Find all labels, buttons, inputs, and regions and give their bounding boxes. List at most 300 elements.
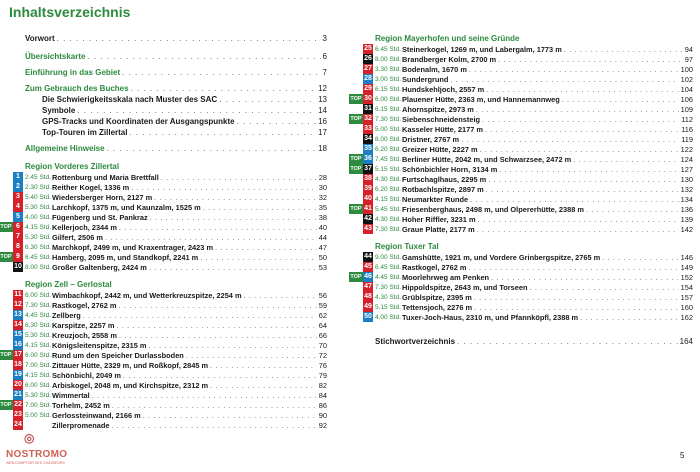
tour-name: Furtschaglhaus, 2295 m xyxy=(402,174,487,184)
tour-entry[interactable] xyxy=(14,370,327,380)
tour-entry[interactable] xyxy=(14,360,327,370)
tour-duration: 8.00 Std. xyxy=(25,263,52,271)
dot-leader xyxy=(480,145,679,154)
dot-leader xyxy=(499,165,678,174)
tour-entry[interactable] xyxy=(364,54,693,64)
toc-entry-label: Die Schwierigkeitsskala nach Muster des SAC xyxy=(42,95,218,104)
tour-page: 124 xyxy=(680,154,693,164)
dot-leader xyxy=(482,115,679,124)
tour-name: Brandberger Kolm, 2700 m xyxy=(402,54,497,64)
toc-right-column xyxy=(350,33,693,347)
tour-number: 47 xyxy=(364,283,372,290)
tour-page: 35 xyxy=(318,202,327,212)
page-number: 5 xyxy=(680,451,685,460)
tour-duration: 6.20 Std. xyxy=(375,145,402,153)
dot-leader xyxy=(485,125,679,134)
tour-page: 66 xyxy=(318,330,327,340)
tour-page: 64 xyxy=(318,320,327,330)
dot-leader xyxy=(83,311,317,320)
tour-name: Grüblspitze, 2395 m xyxy=(402,292,472,302)
tour-entry[interactable] xyxy=(14,310,327,320)
tour-entry[interactable] xyxy=(364,184,693,194)
tour-name: Plauener Hütte, 2363 m, und Hannemannweg xyxy=(402,94,560,104)
tour-number: 7 xyxy=(13,232,23,242)
toc-entry[interactable] xyxy=(25,94,327,105)
tour-number: 31 xyxy=(364,105,372,112)
tour-duration: 7.30 Std. xyxy=(375,225,402,233)
toc-entry-label: Symbole xyxy=(42,106,76,115)
dot-leader xyxy=(562,95,679,104)
tour-duration: 8.00 Std. xyxy=(375,55,402,63)
dot-leader xyxy=(580,313,679,322)
tour-duration: 5.15 Std. xyxy=(375,303,402,311)
tour-duration: 5.00 Std. xyxy=(375,125,402,133)
tour-page: 59 xyxy=(318,300,327,310)
tour-entry[interactable] xyxy=(14,262,327,272)
tour-page: 44 xyxy=(318,232,327,242)
tour-name: Moorlehrweg am Penken xyxy=(402,272,490,282)
dot-leader xyxy=(122,67,320,78)
tour-name: Hoher Riffler, 3231 m xyxy=(402,214,476,224)
tour-entry[interactable] xyxy=(364,174,693,184)
tour-number: 50 xyxy=(364,313,372,320)
tour-page: 152 xyxy=(680,272,693,282)
dot-leader xyxy=(119,223,317,232)
tour-name: Reither Kogel, 1336 m xyxy=(52,182,130,192)
dot-leader xyxy=(87,51,320,62)
tour-entry[interactable] xyxy=(364,214,693,224)
tour-number: 30 xyxy=(364,95,372,102)
tour-page: 136 xyxy=(680,204,693,214)
dot-leader xyxy=(129,127,316,138)
dot-leader xyxy=(143,411,317,420)
watermark-tagline: WEB-COMPTOIR DES CHASSEURS xyxy=(6,461,65,465)
tour-entry[interactable] xyxy=(364,144,693,154)
tour-entry[interactable] xyxy=(350,204,693,214)
tour-number: 10 xyxy=(14,263,22,270)
dot-leader xyxy=(148,341,316,350)
tour-name: Graue Platte, 2177 m xyxy=(402,224,475,234)
toc-entry-page: 13 xyxy=(318,95,327,104)
toc-entry[interactable] xyxy=(25,33,327,44)
tour-number: 43 xyxy=(364,225,372,232)
tour-entry[interactable] xyxy=(16,172,327,182)
tour-duration: 6.00 Std. xyxy=(25,351,52,359)
tour-entry[interactable] xyxy=(14,290,327,300)
tour-name: Hamberg, 2095 m, und Standkopf, 2241 m xyxy=(52,252,199,262)
toc-entry-label: Übersichtskarte xyxy=(25,52,86,61)
dot-leader xyxy=(119,331,317,340)
tour-number: 42 xyxy=(364,215,372,222)
tour-page: 82 xyxy=(318,380,327,390)
tour-entry[interactable] xyxy=(16,182,327,192)
tour-number: 32 xyxy=(364,115,372,122)
toc-entry-page: 7 xyxy=(322,68,327,77)
top-tour-badge: TOP xyxy=(0,402,12,408)
toc-entry[interactable] xyxy=(25,127,327,138)
dot-leader xyxy=(237,116,316,127)
dot-leader xyxy=(457,336,678,347)
tour-page: 38 xyxy=(318,212,327,222)
tour-entry[interactable] xyxy=(364,74,693,84)
top-tour-badge: TOP xyxy=(350,206,362,212)
tour-page: 30 xyxy=(318,182,327,192)
top-tour-badge: TOP xyxy=(0,352,12,358)
tour-number: 5 xyxy=(13,212,23,222)
tour-page: 106 xyxy=(680,94,693,104)
tour-page: 149 xyxy=(680,262,693,272)
tour-page: 132 xyxy=(680,184,693,194)
tour-duration: 6.30 Std. xyxy=(25,243,52,251)
top-tour-badge: TOP xyxy=(0,224,12,230)
tour-page: 109 xyxy=(680,104,693,114)
tour-entry[interactable] xyxy=(364,44,693,54)
tour-name: Kellerjoch, 2344 m xyxy=(52,222,117,232)
toc-entry[interactable] xyxy=(25,116,327,127)
spacer xyxy=(25,272,327,279)
region-heading: Region Mayerhofen und seine Gründe xyxy=(375,34,520,43)
tour-entry[interactable] xyxy=(16,232,327,242)
tour-duration: 2.30 Std. xyxy=(25,183,52,191)
tour-duration: 9.00 Std. xyxy=(375,253,402,261)
tour-duration: 7.30 Std. xyxy=(25,301,52,309)
tour-name: Siebenschneidensteig xyxy=(402,114,481,124)
tour-page: 92 xyxy=(318,420,327,430)
dot-leader xyxy=(477,225,679,234)
tour-number: 23 xyxy=(14,411,22,418)
dot-leader xyxy=(186,351,317,360)
spacer xyxy=(375,329,693,336)
tour-name: Arbiskogel, 2048 m, und Kirchspitze, 2312 m xyxy=(52,380,209,390)
tour-duration: 4.30 Std. xyxy=(375,215,402,223)
dot-leader xyxy=(200,253,317,262)
tour-entry[interactable] xyxy=(364,124,693,134)
tour-name: Tuxer-Joch-Haus, 2310 m, und Pfannköpfl, 2388 m xyxy=(402,312,579,322)
tour-name: Dristner, 2767 m xyxy=(402,134,460,144)
tour-entry[interactable] xyxy=(364,84,693,94)
tour-name: Rastkogel, 2762 m xyxy=(52,300,117,310)
toc-entry[interactable] xyxy=(25,51,327,62)
tour-page: 97 xyxy=(684,54,693,64)
tour-page: 146 xyxy=(680,252,693,262)
toc-entry-page: 14 xyxy=(318,106,327,115)
tour-duration: 5.30 Std. xyxy=(25,391,52,399)
dot-leader xyxy=(77,105,316,116)
tour-duration: 7.00 Std. xyxy=(25,361,52,369)
tour-name: Sundergrund xyxy=(402,74,449,84)
tour-page: 122 xyxy=(680,144,693,154)
tour-duration: 6.00 Std. xyxy=(375,95,402,103)
page-title: Inhaltsverzeichnis xyxy=(9,4,131,20)
tour-entry[interactable] xyxy=(14,330,327,340)
tour-page: 28 xyxy=(318,172,327,182)
tour-number: 34 xyxy=(364,135,372,142)
tour-entry[interactable] xyxy=(364,252,693,262)
dot-leader xyxy=(57,33,321,44)
region-heading: Region Vorderes Zillertal xyxy=(25,162,120,171)
tour-duration: 6.45 Std. xyxy=(375,45,402,53)
tour-name: Zillerpromenade xyxy=(52,420,110,430)
tour-number: 41 xyxy=(364,205,372,212)
dot-leader xyxy=(478,215,679,224)
dot-leader xyxy=(131,183,317,192)
toc-entry-page: 12 xyxy=(318,84,327,93)
tour-entry[interactable] xyxy=(364,262,693,272)
toc-entry-label: Stichwortverzeichnis xyxy=(375,337,456,346)
toc-entry-page: 18 xyxy=(318,144,327,153)
region-heading: Region Tuxer Tal xyxy=(375,242,439,251)
toc-entry-page: 164 xyxy=(679,337,693,346)
tour-duration: 7.30 Std. xyxy=(375,115,402,123)
dot-leader xyxy=(469,65,679,74)
tour-number: 8 xyxy=(13,242,23,252)
tour-name: Greizer Hütte, 2227 m xyxy=(402,144,478,154)
spacer xyxy=(375,234,693,241)
tour-name: Königsleitenspitze, 2315 m xyxy=(52,340,147,350)
tour-number: 27 xyxy=(364,65,372,72)
tour-number: 16 xyxy=(14,341,22,348)
tour-page: 102 xyxy=(680,74,693,84)
dot-leader xyxy=(203,203,317,212)
tour-number: 39 xyxy=(364,185,372,192)
tour-number: 13 xyxy=(14,311,22,318)
tour-duration: 3.00 Std. xyxy=(375,75,402,83)
tour-page: 70 xyxy=(318,340,327,350)
tour-number: 15 xyxy=(14,331,22,338)
dot-leader xyxy=(244,291,317,300)
dot-leader xyxy=(92,391,317,400)
dot-leader xyxy=(573,155,678,164)
tour-name: Wiedersberger Horn, 2127 m xyxy=(52,192,153,202)
toc-left-column xyxy=(0,33,327,430)
tour-duration: 5.30 Std. xyxy=(25,331,52,339)
tour-entry[interactable] xyxy=(0,252,327,262)
spacer xyxy=(25,44,327,51)
tour-number: 12 xyxy=(14,301,22,308)
toc-entry[interactable] xyxy=(25,83,327,94)
dot-leader xyxy=(119,301,317,310)
tour-page: 40 xyxy=(318,222,327,232)
tour-page: 119 xyxy=(681,134,693,144)
dot-leader xyxy=(602,253,678,262)
tour-number: 9 xyxy=(13,252,23,262)
tour-page: 154 xyxy=(680,282,693,292)
tour-entry[interactable] xyxy=(14,300,327,310)
tour-number: 20 xyxy=(14,381,22,388)
tour-duration: 5.40 Std. xyxy=(25,193,52,201)
tour-name: Schönbichl, 2049 m xyxy=(52,370,122,380)
tour-number: 29 xyxy=(364,85,372,92)
tour-number: 26 xyxy=(364,55,372,62)
dot-leader xyxy=(154,193,317,202)
tour-page: 134 xyxy=(680,194,693,204)
top-tour-badge: TOP xyxy=(350,116,362,122)
tour-entry[interactable] xyxy=(364,302,693,312)
tour-duration: 6.20 Std. xyxy=(375,185,402,193)
dot-leader xyxy=(476,105,679,114)
tour-number: 35 xyxy=(364,145,372,152)
tour-duration: 4.15 Std. xyxy=(25,371,52,379)
tour-entry[interactable] xyxy=(364,312,693,322)
tour-duration: 6.30 Std. xyxy=(25,321,52,329)
tour-entry[interactable] xyxy=(350,154,693,164)
toc-entry[interactable] xyxy=(375,336,693,347)
toc-entry-page: 3 xyxy=(322,34,327,43)
tour-page: 47 xyxy=(318,242,327,252)
dot-leader xyxy=(210,361,317,370)
top-tour-badge: TOP xyxy=(0,254,12,260)
tour-duration: 4.15 Std. xyxy=(25,223,52,231)
tour-number: 21 xyxy=(14,391,22,398)
tour-name: Wimbachkopf, 2442 m, und Wetterkreuzspitze, 2254 m xyxy=(52,290,242,300)
tour-number: 28 xyxy=(364,75,372,82)
tour-entry[interactable] xyxy=(364,64,693,74)
tour-name: Zellberg xyxy=(52,310,81,320)
tour-entry[interactable] xyxy=(0,400,327,410)
tour-page: 62 xyxy=(318,310,327,320)
tour-name: Gilfert, 2506 m xyxy=(52,232,103,242)
tour-page: 116 xyxy=(681,124,693,134)
tour-name: Bodenalm, 1670 m xyxy=(402,64,467,74)
toc-entry-page: 16 xyxy=(318,117,327,126)
top-tour-badge: TOP xyxy=(350,166,362,172)
tour-name: Rastkogel, 2762 m xyxy=(402,262,467,272)
tour-name: Fügenberg und St. Pankraz xyxy=(52,212,148,222)
tour-duration: 4.30 Std. xyxy=(375,175,402,183)
tour-name: Hippoldspitze, 2643 m, und Torseen xyxy=(402,282,528,292)
tour-entry[interactable] xyxy=(16,212,327,222)
tour-number: 19 xyxy=(14,371,22,378)
watermark-emblem-icon: ◎ xyxy=(24,431,35,445)
tour-page: 130 xyxy=(680,174,693,184)
dot-leader xyxy=(450,75,678,84)
tour-number: 45 xyxy=(364,263,372,270)
tour-entry[interactable] xyxy=(14,410,327,420)
tour-name: Gamshütte, 1921 m, und Vordere Grinbergspitze, 2765 m xyxy=(402,252,601,262)
tour-entry[interactable] xyxy=(0,222,327,232)
dot-leader xyxy=(116,321,316,330)
dot-leader xyxy=(474,293,679,302)
dot-leader xyxy=(488,175,678,184)
tour-number: 33 xyxy=(364,125,372,132)
tour-number: 6 xyxy=(13,222,23,232)
tour-page: 139 xyxy=(680,214,693,224)
tour-name: Kasseler Hütte, 2177 m xyxy=(402,124,483,134)
tour-entry[interactable] xyxy=(350,164,693,174)
toc-entry[interactable] xyxy=(25,105,327,116)
tour-duration: 4.00 Std. xyxy=(25,213,52,221)
tour-entry[interactable] xyxy=(364,104,693,114)
tour-number: 4 xyxy=(13,202,23,212)
watermark-logo xyxy=(6,431,68,469)
tour-entry[interactable] xyxy=(364,134,693,144)
dot-leader xyxy=(219,94,316,105)
dot-leader xyxy=(486,185,679,194)
tour-entry[interactable] xyxy=(350,94,693,104)
dot-leader xyxy=(161,173,317,182)
toc-entry-label: Allgemeine Hinweise xyxy=(25,144,105,153)
tour-duration: 7.00 Std. xyxy=(25,401,52,409)
tour-entry[interactable] xyxy=(14,320,327,330)
tour-page: 162 xyxy=(680,312,693,322)
tour-number: 38 xyxy=(364,175,372,182)
tour-entry[interactable] xyxy=(16,202,327,212)
tour-duration: 6.15 Std. xyxy=(375,105,402,113)
tour-name: Neumarkter Runde xyxy=(402,194,469,204)
dot-leader xyxy=(470,195,679,204)
tour-name: Ahornspitze, 2973 m xyxy=(402,104,474,114)
tour-name: Friesenberghaus, 2498 m, und Olpererhütte, 2388 m xyxy=(402,204,584,214)
tour-number: 1 xyxy=(13,172,23,182)
dot-leader xyxy=(112,421,317,430)
tour-name: Rotbachlspitze, 2897 m xyxy=(402,184,484,194)
toc-entry-label: Einführung in das Gebiet xyxy=(25,68,121,77)
dot-leader xyxy=(112,401,317,410)
tour-page: 72 xyxy=(318,350,327,360)
tour-duration: 4.15 Std. xyxy=(375,195,402,203)
tour-entry[interactable] xyxy=(14,340,327,350)
tour-duration: 5.30 Std. xyxy=(25,233,52,241)
tour-duration: 6.15 Std. xyxy=(375,85,402,93)
dot-leader xyxy=(131,83,317,94)
dot-leader xyxy=(564,45,683,54)
tour-name: Larchkopf, 1375 m, und Kaunzalm, 1525 m xyxy=(52,202,201,212)
tour-entry[interactable] xyxy=(16,192,327,202)
top-tour-badge: TOP xyxy=(350,274,362,280)
tour-page: 127 xyxy=(680,164,693,174)
toc-entry[interactable] xyxy=(25,67,327,78)
tour-page: 112 xyxy=(681,114,693,124)
watermark-brand: NOSTROMO xyxy=(6,449,68,460)
tour-number: 40 xyxy=(364,195,372,202)
toc-entry[interactable] xyxy=(25,143,327,154)
tour-name: Rund um den Speicher Durlassboden xyxy=(52,350,184,360)
tour-entry[interactable] xyxy=(364,282,693,292)
tour-duration: 3.30 Std. xyxy=(375,65,402,73)
tour-duration: 8.00 Std. xyxy=(375,135,402,143)
tour-name: Großer Galtenberg, 2424 m xyxy=(52,262,147,272)
tour-entry[interactable] xyxy=(364,194,693,204)
tour-entry[interactable] xyxy=(14,420,327,430)
dot-leader xyxy=(150,213,317,222)
dot-leader xyxy=(107,143,317,154)
tour-page: 53 xyxy=(318,262,327,272)
tour-name: Gerlossteinwand, 2166 m xyxy=(52,410,141,420)
toc-entry-label: Zum Gebrauch des Buches xyxy=(25,84,129,93)
tour-number: 18 xyxy=(14,361,22,368)
tour-duration: 4.00 Std. xyxy=(375,313,402,321)
spacer xyxy=(375,322,693,329)
tour-page: 160 xyxy=(680,302,693,312)
top-tour-badge: TOP xyxy=(350,96,362,102)
tour-entry[interactable] xyxy=(16,242,327,252)
tour-duration: 4.30 Std. xyxy=(375,293,402,301)
tour-entry[interactable] xyxy=(350,114,693,124)
tour-entry[interactable] xyxy=(0,350,327,360)
tour-number: 17 xyxy=(14,351,22,358)
tour-number: 24 xyxy=(14,421,22,428)
tour-duration: 5.45 Std. xyxy=(375,205,402,213)
tour-entry[interactable] xyxy=(14,380,327,390)
tour-name: Berliner Hütte, 2042 m, und Schwarzsee, 2472 m xyxy=(402,154,572,164)
tour-entry[interactable] xyxy=(14,390,327,400)
tour-entry[interactable] xyxy=(364,224,693,234)
tour-page: 142 xyxy=(680,224,693,234)
tour-entry[interactable] xyxy=(364,292,693,302)
tour-duration: 4.45 Std. xyxy=(375,273,402,281)
tour-entry[interactable] xyxy=(350,272,693,282)
tour-name: Hundskehljoch, 2557 m xyxy=(402,84,485,94)
